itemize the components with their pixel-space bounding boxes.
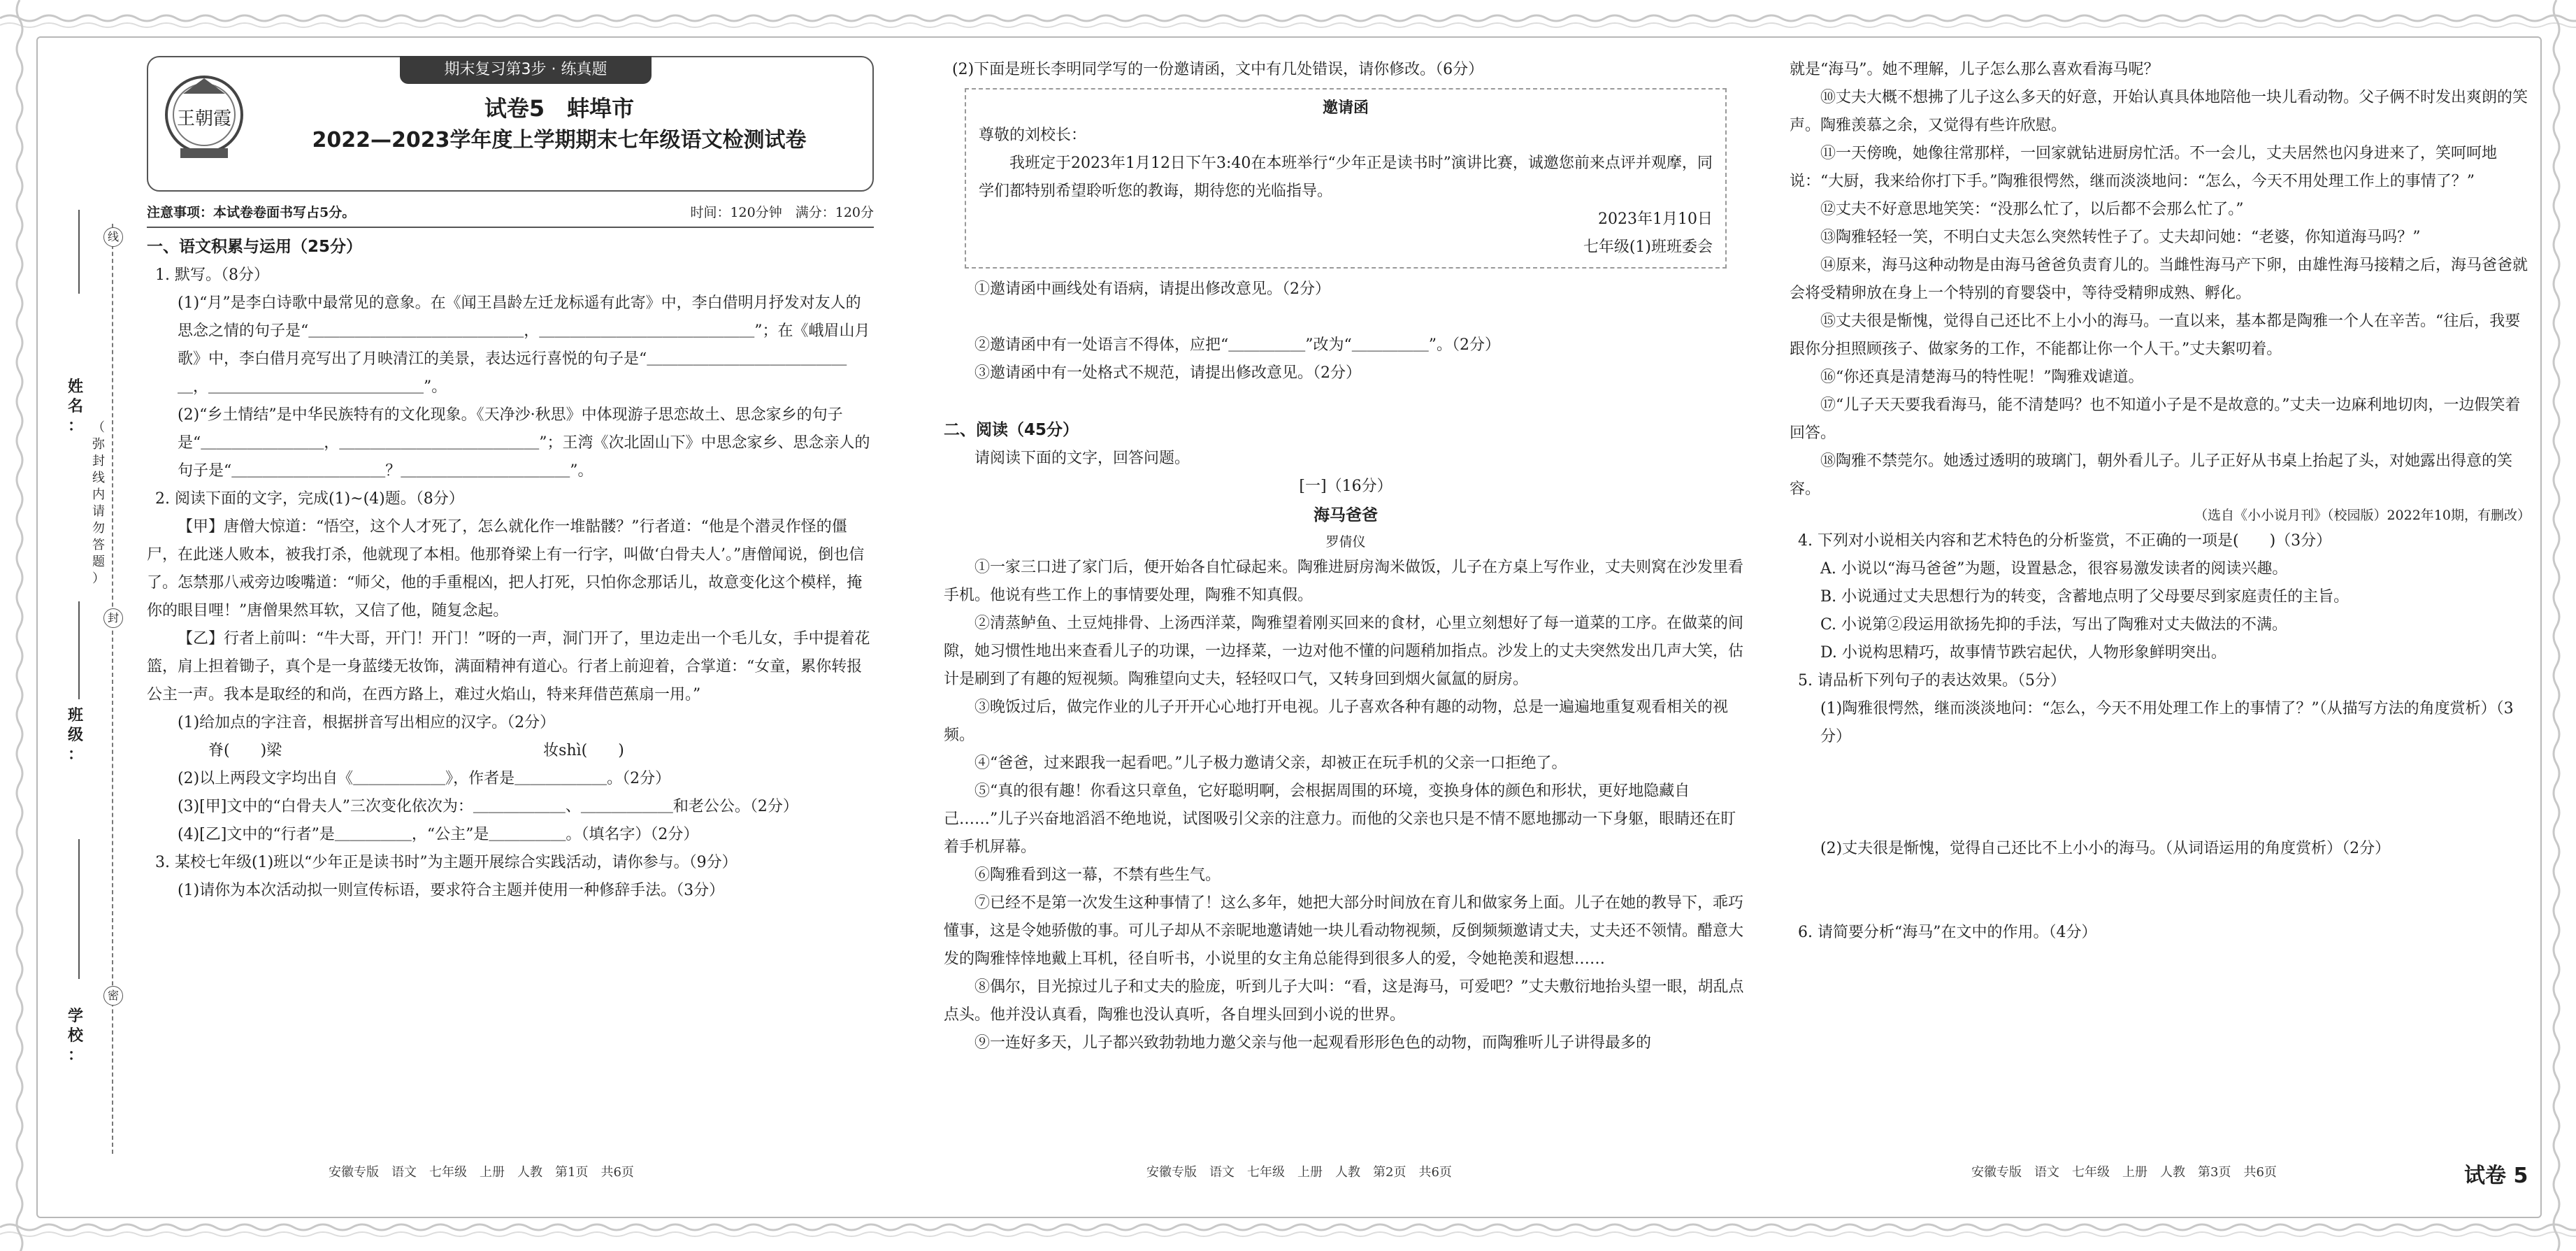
q-page3-line: ⑰“儿子天天要我看海马，能不清楚吗？也不知道小子是不是故意的。”丈夫一边麻利地切肉，一边假笑着回答。 <box>1790 396 2521 442</box>
q-page2-line <box>944 387 1748 415</box>
q-page2-line: ①邀请函中画线处有语病，请提出修改意见。（2分） <box>974 280 1330 298</box>
q-page1-line: (1)给加点的字注音，根据拼音写出相应的汉字。（2分） <box>178 714 556 731</box>
q-page3-line: ⑪一天傍晚，她像往常那样，一回家就钻进厨房忙活。不一会儿，丈夫居然也闪身进来了，笑呵呵地说：“大厨，我来给你打下手。”陶雅很愕然，继而淡淡地问：“怎么，今天不用处理工作上的事情了？” <box>1790 145 2498 190</box>
page-2-column <box>944 56 1748 1147</box>
q-page3-line: A. 小说以“海马爸爸”为题，设置悬念，很容易激发读者的阅读兴趣。 <box>1820 560 2288 578</box>
q-page3-line: (1)陶雅很愕然，继而淡淡地问：“怎么，今天不用处理工作上的事情了？”（从描写方法的角度赏析）（3分） <box>1820 700 2514 745</box>
q-page1-line: 3. 某校七年级(1)班以“少年正是读书时”为主题开展综合实践活动，请你参与。（9分） <box>155 854 737 871</box>
page-2-questions <box>944 276 1748 1057</box>
exam-header <box>147 56 874 192</box>
invitation-title: 邀请函 <box>1322 99 1369 117</box>
paper-number-mark: 试卷 5 <box>2464 1164 2528 1188</box>
q-page3-line: 5. 请品析下列句子的表达效果。（5分） <box>1798 672 2066 689</box>
q-page1-line: (1)“月”是李白诗歌中最常见的意象。在《闻王昌龄左迁龙标遥有此寄》中，李白借明月抒发对友人的思念之情的句子是“＿＿＿＿＿＿＿＿＿＿＿＿＿＿，＿＿＿＿＿＿＿＿＿＿＿＿＿＿”；在《峨眉山月歌》中，李白借月亮写出了月映清江的美景，表达远行喜悦的句子是“＿＿＿＿＿＿＿＿＿＿＿＿＿＿，＿＿＿＿＿＿＿＿＿＿＿＿＿＿”。 <box>178 294 870 396</box>
q-page1-line: 【乙】行者上前叫：“牛大哥，开门！开门！”呀的一声，洞门开了，里边走出一个毛儿女，手中提着花篮，肩上担着锄子，真个是一身蓝缕无妆饰，满面精神有道心。行者上前迎着，合掌道：“女童，累你转报公主一声。我本是取经的和尚，在西方路上，难过火焰山，特来拜借芭蕉扇一用。” <box>147 630 870 703</box>
page-1-questions <box>147 232 874 905</box>
q-page2-line: ⑤“真的很有趣！你看这只章鱼，它好聪明啊，会根据周围的环境，变换身体的颜色和形状，更好地隐藏自己……”儿子兴奋地滔滔不绝地说，试图吸引父亲的注意力。而他的父亲也只是不情不愿地挪动一下身躯，眼睛还在盯着手机屏幕。 <box>944 782 1736 856</box>
cut-char-feng: 封 <box>103 608 123 628</box>
q-page1-line: (3)[甲]文中的“白骨夫人”三次变化依次为：＿＿＿＿＿＿、＿＿＿＿＿＿和老公公。（2分） <box>178 798 798 815</box>
q-page2-line: ②清蒸鲈鱼、土豆炖排骨、上汤西洋菜，陶雅望着刚买回来的食材，心里立刻想好了每一道菜的工序。在做菜的间隙，她习惯性地出来查看儿子的功课，一边择菜，一边对他不懂的问题稍加指点。沙发上的丈夫突然发出几声大笑，估计是刷到了有趣的短视频。陶雅望向丈夫，轻轻叹口气，又转身回到烟火氤氲的厨房。 <box>944 615 1744 688</box>
q-page3-line <box>1790 891 2531 919</box>
q-page1-line: (2)“乡土情结”是中华民族特有的文化现象。《天净沙·秋思》中体现游子思恋故土、思念家乡的句子是“＿＿＿＿＿＿＿＿，＿＿＿＿＿＿＿＿＿＿＿＿＿”；王湾《次北固山下》中思念家乡、思念亲人的句子是“＿＿＿＿＿＿＿＿＿＿？＿＿＿＿＿＿＿＿＿＿＿”。 <box>178 406 870 480</box>
q-page3-line: C. 小说第②段运用欲扬先抑的手法，写出了陶雅对丈夫做法的不满。 <box>1820 616 2288 634</box>
school-line <box>78 839 80 979</box>
page-3-column <box>1790 56 2531 1147</box>
q-page2-line: 请阅读下面的文字，回答问题。 <box>974 450 1190 467</box>
q-page3-line: (2)丈夫很是惭愧，觉得自己还比不上小小的海马。（从词语运用的角度赏析）（2分） <box>1820 840 2391 857</box>
invitation-letter <box>965 88 1727 269</box>
q-page3-line <box>1790 779 2531 807</box>
q-page1-line: (1)请你为本次活动拟一则宣传标语，要求符合主题并使用一种修辞手法。（3分） <box>178 882 725 899</box>
exam-title-line2: 2022—2023学年度上学期期末七年级语文检测试卷 <box>312 128 807 152</box>
right-wave-border <box>2542 0 2570 1251</box>
name-line <box>78 210 80 294</box>
q-page2-top-line: (2)下面是班长李明同学写的一份邀请函，文中有几处错误，请你修改。（6分） <box>952 61 1484 78</box>
exam-notice-row <box>147 199 874 228</box>
q-page2-line <box>944 303 1748 331</box>
q-page3-line <box>1790 807 2531 835</box>
q-page3-line: ⑭原来，海马这种动物是由海马爸爸负责育儿的。当雌性海马产下卵，由雄性海马接精之后，海马爸爸就会将受精卵放在身上一个特别的育婴袋中，等待受精卵成熟、孵化。 <box>1790 257 2528 302</box>
logo-text: 王朝霞 <box>176 108 232 129</box>
q-page3-line <box>1790 751 2531 779</box>
school-label: 学 校 ： <box>67 1008 83 1064</box>
footer-page-3: 安徽专版 语文 七年级 上册 人教 第3页 共6页 <box>1971 1165 2277 1180</box>
exam-title <box>253 92 865 157</box>
q-page1-line: 一、语文积累与运用（25分） <box>147 238 363 256</box>
seal-cut-line <box>112 224 113 1154</box>
class-line <box>78 601 80 699</box>
exam-title-line1: 试卷5 蚌埠市 <box>484 95 635 122</box>
exam-time-score: 时间：120分钟 满分：120分 <box>690 205 874 220</box>
invitation-body: 我班定于2023年1月12日下午3:40在本班举行“少年正是读书时”演讲比赛，诚邀您前来点评并观摩，同学们都特别希望聆听您的教诲，期待您的光临指导。 <box>979 155 1713 200</box>
q-page2-line: [一]（16分） <box>1299 478 1393 495</box>
invitation-date: 2023年1月10日 <box>1598 210 1713 228</box>
top-wave-border <box>0 6 2576 34</box>
q-page3-line: D. 小说构思精巧，故事情节跌宕起伏，人物形象鲜明突出。 <box>1820 644 2226 662</box>
exam-notice: 注意事项：本试卷卷面书写占5分。 <box>147 205 356 220</box>
q-page2-line: ①一家三口进了家门后，便开始各自忙碌起来。陶雅进厨房淘米做饭，儿子在方桌上写作业，丈夫则窝在沙发里看手机。他说有些工作上的事情要处理，陶雅不知真假。 <box>944 559 1744 604</box>
left-wave-border <box>6 0 34 1251</box>
q-page1-line: 【甲】唐僧大惊道：“悟空，这个人才死了，怎么就化作一堆骷髅？”行者道：“他是个潜灵作怪的僵尸，在此迷人败本，被我打杀，他就现了本相。他那脊梁上有一行字，叫做‘白骨夫人’。”唐僧闻说，倒也信了。怎禁那八戒旁边唆嘴道：“师父，他的手重棍凶，把人打死，只怕你念那话儿，故意变化这个模样，掩你的眼目哩！”唐僧果然耳软，又信了他，随复念起。 <box>147 518 865 620</box>
cut-char-mi: 密 <box>103 986 123 1006</box>
q-page2-line: ⑥陶雅看到这一幕，不禁有些生气。 <box>974 866 1221 884</box>
bottom-wave-border <box>0 1217 2576 1245</box>
name-label: 姓 名 ： <box>67 378 83 435</box>
q-page2-line: 二、阅读（45分） <box>944 421 1079 439</box>
q-page3-line: 6. 请简要分析“海马”在文中的作用。（4分） <box>1798 924 2097 941</box>
q-page3-line: ⑱陶雅不禁莞尔。她透过透明的玻璃门，朝外看儿子。儿子正好从书桌上抬起了头，对她露出得意的笑容。 <box>1790 452 2513 498</box>
q-page3-line: 就是“海马”。她不理解，儿子怎么那么喜欢看海马呢？ <box>1790 61 2159 78</box>
q-page1-line: (2)以上两段文字均出自《＿＿＿＿＿＿》，作者是＿＿＿＿＿＿。（2分） <box>178 770 671 787</box>
q-page2-line: ⑧偶尔，目光掠过儿子和丈夫的脸庞，听到儿子大叫：“看，这是海马，可爱吧？”丈夫敷衍地抬头望一眼，胡乱点点头。他并没认真看，陶雅也没认真听，各自埋头回到小说的世界。 <box>944 978 1744 1024</box>
q-page3-line <box>1790 863 2531 891</box>
q-page2-line: ④“爸爸，过来跟我一起看吧。”儿子极力邀请父亲，却被正在玩手机的父亲一口拒绝了。 <box>974 755 1567 772</box>
q-page1-line: (4)[乙]文中的“行者”是＿＿＿＿＿，“公主”是＿＿＿＿＿。（填名字）（2分） <box>178 826 699 843</box>
q-page2-line: ⑨一连好多天，儿子都兴致勃勃地力邀父亲与他一起观看形形色色的动物，而陶雅听儿子讲得最多的 <box>974 1034 1652 1052</box>
footer-page-1: 安徽专版 语文 七年级 上册 人教 第1页 共6页 <box>329 1165 634 1180</box>
q-page3-line: ⑮丈夫很是惭愧，觉得自己还比不上小小的海马。一直以来，基本都是陶雅一个人在辛苦。“往后，我要跟你分担照顾孩子、做家务的工作，不能都让你一个人干。”丈夫絮叨着。 <box>1790 313 2521 358</box>
q-page3-line: ⑬陶雅轻轻一笑，不明白丈夫怎么突然转性子了。丈夫却问她：“老婆，你知道海马吗？” <box>1820 229 2421 246</box>
q-page2-line: ③邀请函中有一处格式不规范，请提出修改意见。（2分） <box>974 364 1361 382</box>
cut-char-xian: 线 <box>103 227 123 247</box>
q-page2-line: ⑦已经不是第一次发生这种事情了！这么多年，她把大部分时间放在育儿和做家务上面。儿子在她的教导下，乖巧懂事，这是令她骄傲的事。可儿子却从不亲昵地邀请她一块儿看动物视频，反倒频频邀请丈夫，丈夫还不领情。醋意大发的陶雅悻悻地戴上耳机，径自听书，小说里的女主角总能得到很多人的爱，令她艳羡和遐想…… <box>944 894 1744 968</box>
q-page1-line: 脊( )梁 妆shì( ) <box>178 742 624 759</box>
q-page2-line: 罗倩仪 <box>1325 534 1366 550</box>
wangzhaoxia-logo <box>162 66 246 178</box>
footer-page-2: 安徽专版 语文 七年级 上册 人教 第2页 共6页 <box>1146 1165 1452 1180</box>
invitation-sign: 七年级(1)班班委会 <box>1583 238 1713 256</box>
q-page3-line: ⑯“你还真是清楚海马的特性呢！”陶雅戏谑道。 <box>1820 369 2144 386</box>
seal-note: （ 弥 封 线 内 请 勿 答 题 ） <box>92 420 105 586</box>
q-page3-line: B. 小说通过丈夫思想行为的转变，含蓄地点明了父母要尽到家庭责任的主旨。 <box>1820 588 2350 606</box>
q-page2-line: 海马爸爸 <box>1314 506 1378 524</box>
class-label: 班 级 ： <box>67 707 83 764</box>
q-page2-line: ③晚饭过后，做完作业的儿子开开心心地打开电视。儿子喜欢各种有趣的动物，总是一遍遍地重复观看相关的视频。 <box>944 699 1729 744</box>
q-page3-line: 4. 下列对小说相关内容和艺术特色的分析鉴赏，不正确的一项是( )（3分） <box>1798 532 2332 550</box>
q-page2-line: ②邀请函中有一处语言不得体，应把“＿＿＿＿＿”改为“＿＿＿＿＿”。（2分） <box>974 336 1500 354</box>
review-banner: 期末复习第3步 · 练真题 <box>400 56 652 84</box>
invitation-greeting: 尊敬的刘校长： <box>979 127 1087 144</box>
page-1-column <box>147 56 874 1147</box>
q-page1-line: 2. 阅读下面的文字，完成(1)~(4)题。（8分） <box>155 490 464 508</box>
q-page1-line: 1. 默写。（8分） <box>155 266 269 284</box>
page-2-top <box>944 56 1748 84</box>
q-page3-line: ⑩丈夫大概不想拂了儿子这么多天的好意，开始认真具体地陪他一块儿看动物。父子俩不时发出爽朗的笑声。陶雅羡慕之余，又觉得有些许欣慰。 <box>1790 89 2528 134</box>
q-page3-line: ⑫丈夫不好意思地笑笑：“没那么忙了，以后都不会那么忙了。” <box>1820 201 2244 218</box>
q-page3-line: （选自《小小说月刊》（校园版）2022年10期，有删改） <box>2194 508 2531 523</box>
page-3-questions <box>1790 56 2531 947</box>
